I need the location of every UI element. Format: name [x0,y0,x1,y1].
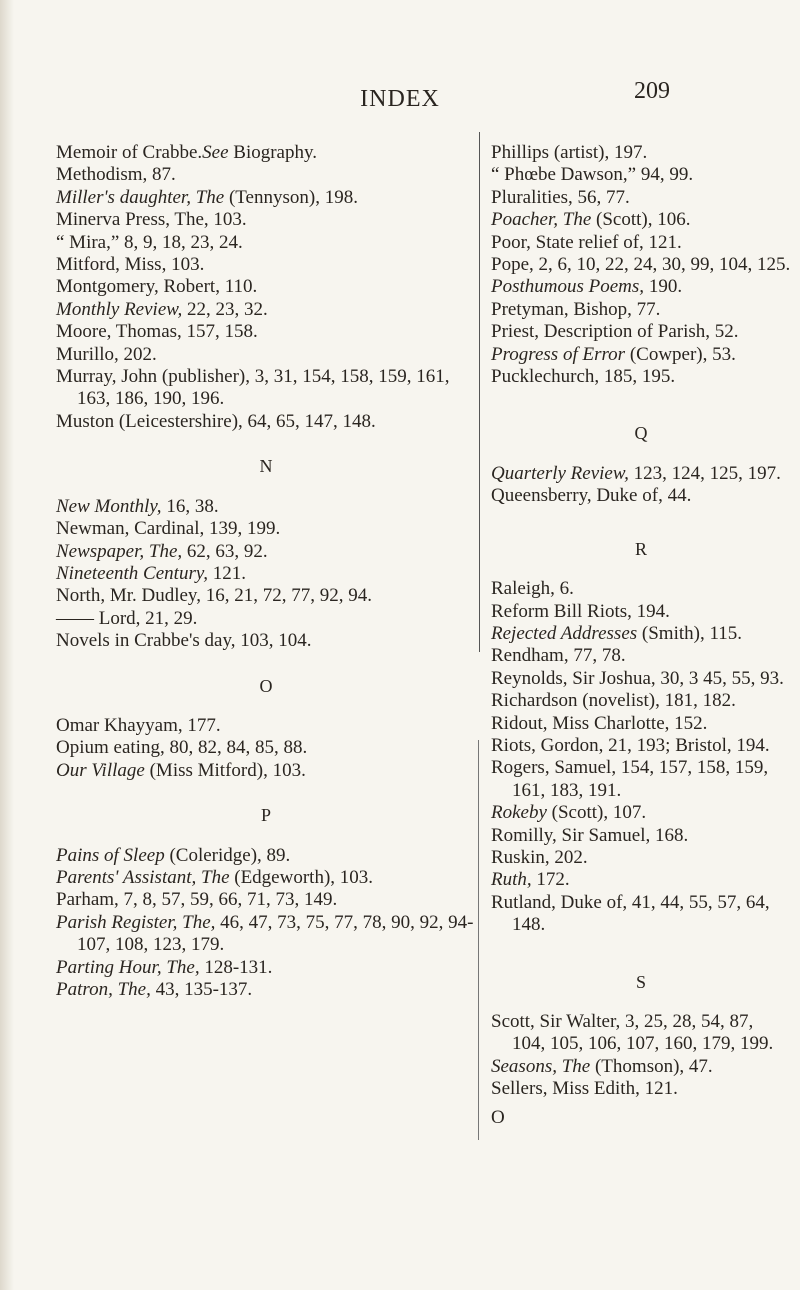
entry-text: (Scott), 107. [546,802,647,824]
entry-text: 128-131. [199,956,273,978]
entry-text: Priest, Description of Parish, 52. [491,321,739,343]
entry-text: 16, 38. [161,495,219,517]
entry-text: (Coleridge), 89. [164,844,291,866]
entry-text: Newman, Cardinal, 139, 199. [56,518,281,540]
index-entry [491,321,791,343]
index-entry [491,735,791,757]
index-entry [56,142,476,164]
entry-text: 172. [531,869,570,891]
entry-text: Biography. [228,142,318,163]
entry-text: (Cowper), 53. [625,343,736,365]
entry-text: Reynolds, Sir Joshua, 30, 3 45, 55, 93. [491,667,784,689]
index-entry [491,601,791,623]
entry-text: 46, 47, 73, 75, 77, 78, 90, 92, 94-107, 108, 123, 179. [77,911,474,956]
index-entry [56,276,476,298]
entry-text: Memoir of Crabbe. [56,142,203,163]
page-number: 209 [634,78,670,104]
index-entry [491,757,791,802]
entry-text: Queensberry, Duke of, 44. [491,485,692,507]
index-entry [491,276,791,298]
entry-text: “ Phœbe Dawson,” 94, 99. [491,164,694,186]
index-entry [491,645,791,667]
entry-text: 190. [644,276,683,298]
entry-text: Pucklechurch, 185, 195. [491,366,676,388]
index-entry [491,254,791,276]
entry-title-italic: Posthumous Poems, [491,276,645,298]
entry-title-italic: Rejected Addresses [491,622,638,644]
entry-text: Richardson (novelist), 181, 182. [491,690,736,712]
index-entry [56,585,476,607]
entry-text: Montgomery, Robert, 110. [56,276,258,298]
entry-list [56,142,476,433]
entry-text: 121. [207,562,246,584]
entry-title-italic: Rokeby [491,802,547,824]
section-letter: N [259,456,273,477]
entry-title-italic: Poacher, The [491,209,592,231]
entry-text: Pretyman, Bishop, 77. [491,298,661,320]
entry-text: Phillips (artist), 197. [491,142,648,163]
index-entry [56,321,476,343]
index-entry [56,344,476,366]
index-entry [56,630,476,652]
entry-text: Mitford, Miss, 103. [56,254,205,276]
entry-title-italic: Ruth, [491,869,532,891]
page-edge-shadow [0,0,14,1290]
entry-text: 123, 124, 125, 197. [628,462,781,484]
index-entry [56,541,476,563]
entry-text: Pope, 2, 6, 10, 22, 24, 30, 99, 104, 125. [491,254,791,276]
index-entry [491,1056,791,1078]
entry-text: (Tennyson), 198. [224,186,358,208]
index-entry [56,845,476,867]
index-entry [491,366,791,388]
index-entry [491,713,791,735]
index-entry [491,690,791,712]
entry-list [491,463,791,508]
index-entry [491,209,791,231]
index-entry [491,164,791,186]
entry-text: Ridout, Miss Charlotte, 152. [491,712,708,734]
section-letter: S [635,971,646,992]
index-entry [56,957,476,979]
entry-list [491,142,791,388]
entry-title-italic: Parting Hour, The, [56,956,200,978]
index-entry [56,254,476,276]
entry-list [56,845,476,1002]
index-entry [491,142,791,164]
index-entry [56,912,476,957]
trailing-mark: O [491,1106,505,1128]
index-entry [56,715,476,737]
index-entry [56,608,476,630]
entry-title-italic: Our Village [56,759,145,781]
entry-text: Minerva Press, The, 103. [56,209,247,231]
index-entry [491,869,791,891]
entry-list [491,578,791,937]
entry-text: Pluralities, 56, 77. [491,186,630,208]
entry-text: Murillo, 202. [56,343,157,365]
entry-text: Scott, Sir Walter, 3, 25, 28, 54, 87, 104, 105, 106, 107, 160, 179, 199. [491,1011,774,1055]
index-entry [56,299,476,321]
index-entry [491,578,791,600]
entry-text: Rogers, Samuel, 154, 157, 158, 159, 161, 183, 191. [491,757,769,801]
index-entry [56,496,476,518]
entry-title-italic: Pains of Sleep [56,844,165,866]
entry-text: Ruskin, 202. [491,846,588,868]
entry-text: 22, 23, 32. [182,298,268,320]
section-letter: Q [634,423,648,444]
entry-text: (Smith), 115. [637,622,743,644]
entry-text: Omar Khayyam, 177. [56,714,221,736]
entry-text: Murray, John (publisher), 3, 31, 154, 158, 159, 161, 163, 186, 190, 196. [56,366,450,410]
entry-text: Muston (Leicestershire), 64, 65, 147, 148. [56,410,376,432]
right-column [491,142,791,1129]
index-entry [56,518,476,540]
column-rule-lower [478,740,479,1140]
index-entry [491,187,791,209]
entry-text: Sellers, Miss Edith, 121. [491,1078,678,1100]
index-entry [56,760,476,782]
entry-list [56,715,476,782]
entry-text: (Miss Mitford), 103. [144,759,306,781]
index-entry [56,232,476,254]
index-entry [56,867,476,889]
section-letter: R [634,538,647,559]
entry-title-italic: Nineteenth Century, [56,562,208,584]
entry-text: Reform Bill Riots, 194. [491,600,670,622]
entry-text: Rendham, 77, 78. [491,645,626,667]
entry-title-italic: Quarterly Review, [491,462,629,484]
entry-text: Methodism, 87. [56,164,176,186]
index-entry [56,411,476,433]
index-entry [491,299,791,321]
entry-text: —— Lord, 21, 29. [56,607,198,629]
entry-title-italic: See [202,142,229,163]
section-letter: P [260,805,271,826]
index-entry [56,563,476,585]
index-entry [56,209,476,231]
index-entry [491,892,791,937]
entry-title-italic: Monthly Review, [56,298,183,320]
entry-text: 62, 63, 92. [182,540,268,562]
entry-title-italic: Parish Register, The, [56,911,216,933]
entry-title-italic: Miller's daughter, The [56,186,225,208]
entry-text: Novels in Crabbe's day, 103, 104. [56,630,312,652]
entry-text: (Thomson), 47. [590,1055,713,1077]
entry-list [56,496,476,653]
index-entry [56,366,476,411]
entry-text: North, Mr. Dudley, 16, 21, 72, 77, 92, 94. [56,585,372,607]
index-entry [491,232,791,254]
entry-title-italic: Patron, The, [56,979,151,1000]
index-entry [56,737,476,759]
index-entry [56,979,476,1001]
index-entry [491,485,791,507]
entry-text: “ Mira,” 8, 9, 18, 23, 24. [56,231,243,253]
entry-text: Parham, 7, 8, 57, 59, 66, 71, 73, 149. [56,889,338,911]
entry-text: Raleigh, 6. [491,578,574,600]
entry-title-italic: Seasons, The [491,1055,591,1077]
entry-text: (Scott), 106. [591,209,691,231]
index-entry [56,187,476,209]
section-letter: O [259,675,273,696]
index-entry [56,889,476,911]
entry-text: (Edgeworth), 103. [229,866,374,888]
entry-text: Poor, State relief of, 121. [491,231,682,253]
index-entry [491,1011,791,1056]
entry-text: Romilly, Sir Samuel, 168. [491,824,689,846]
entry-text: Rutland, Duke of, 41, 44, 55, 57, 64, 148. [491,891,770,936]
entry-text: Riots, Gordon, 21, 193; Bristol, 194. [491,734,770,756]
entry-title-italic: Progress of Error [491,343,626,365]
index-entry [491,1078,791,1100]
entry-title-italic: Parents' Assistant, The [56,866,230,888]
entry-text: Moore, Thomas, 157, 158. [56,321,258,343]
entry-list [491,1011,791,1101]
index-entry [491,802,791,824]
entry-title-italic: New Monthly, [56,495,162,517]
column-rule-upper [479,132,480,652]
entry-text: Opium eating, 80, 82, 84, 85, 88. [56,737,308,759]
index-entry [491,623,791,645]
index-entry [491,825,791,847]
entry-title-italic: Newspaper, The, [56,540,183,562]
index-entry [491,463,791,485]
index-entry [491,847,791,869]
entry-text: 43, 135-137. [150,979,253,1000]
left-column [56,142,476,1001]
index-entry [491,668,791,690]
index-entry [491,344,791,366]
running-head: INDEX [360,86,440,112]
index-entry [56,164,476,186]
